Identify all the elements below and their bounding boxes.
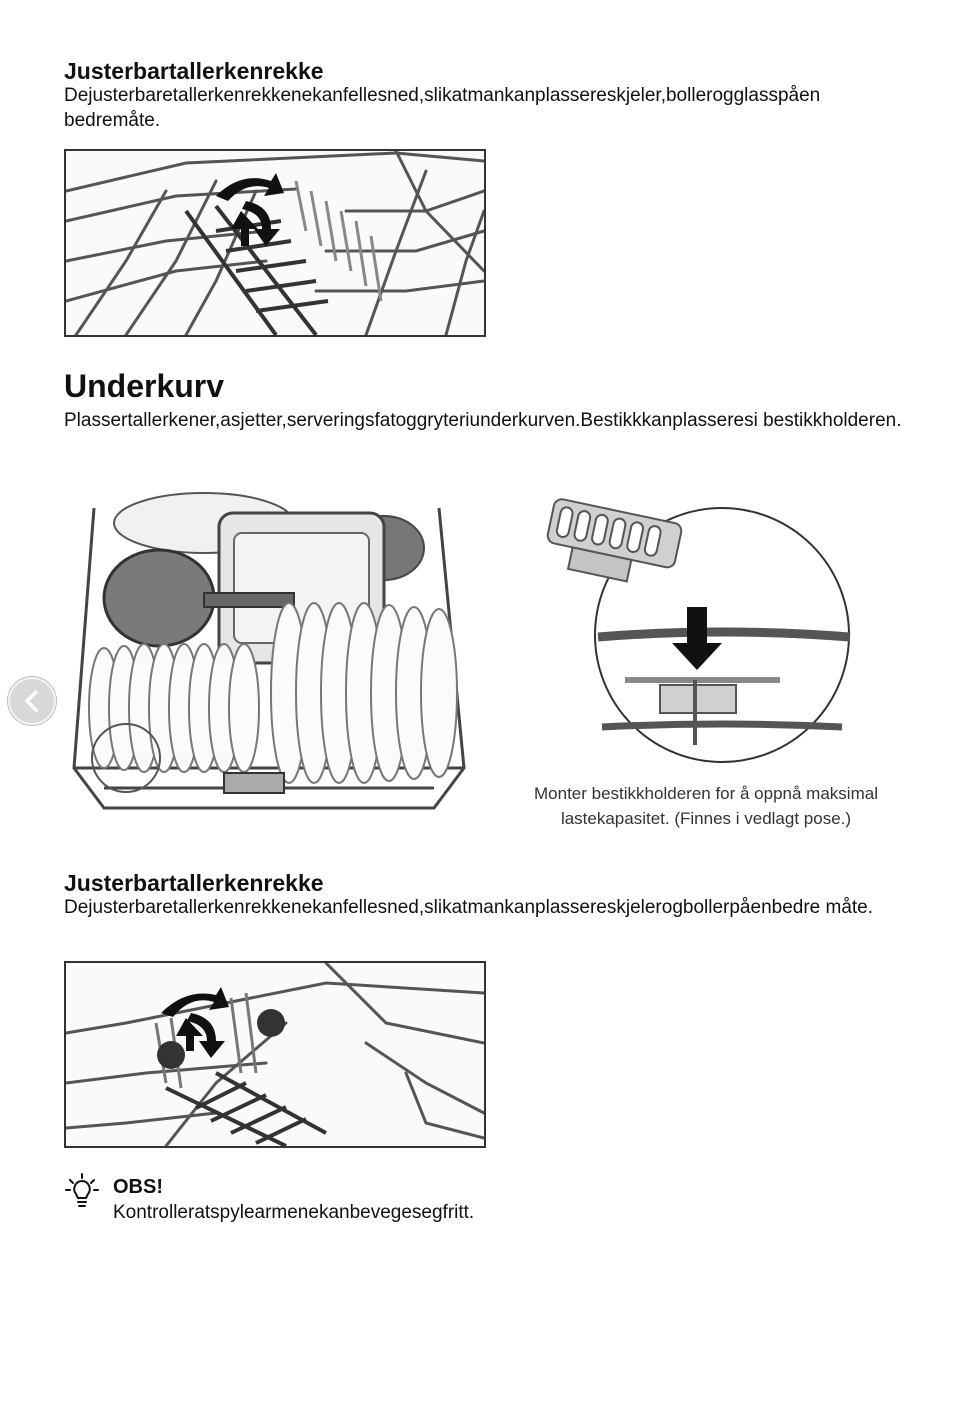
chevron-left-icon [22, 689, 42, 713]
figure-cutlery-holder-mount [540, 495, 860, 775]
note-text: Kontrolleratspylearmenekanbevegesegfritt. [113, 1202, 475, 1223]
section-title-adjustable-rack-1: Justerbartallerkenrekke [64, 58, 324, 84]
rack-illustration-upper [66, 151, 484, 335]
caption-line-2: lastekapasitet. (Finnes i vedlagt pose.) [560, 809, 852, 828]
lower-basket-illustration [64, 488, 474, 823]
cutlery-holder-illustration [540, 495, 860, 775]
previous-page-button[interactable] [8, 677, 56, 725]
section-body-lower-basket: Plassertallerkener,asjetter,serveringsfatoggryteriunderkurven.Bestikkkanplasseresi bestikkholderen. [64, 410, 902, 431]
section-title-adjustable-rack-2: Justerbartallerkenrekke [64, 870, 324, 896]
figure-lower-rack-adjustable [64, 961, 486, 1148]
cutlery-holder-caption [506, 781, 906, 831]
figure-upper-rack-adjustable [64, 149, 486, 337]
caption-line-1: Monter bestikkholderen for å oppnå maksimal [534, 784, 878, 803]
section-body-adjustable-rack-2: Dejusterbaretallerkenrekkenekanfellesned,slikatmankanplassereskjelerogbollerpåenbedre måte. [64, 897, 874, 918]
lightbulb-icon [64, 1172, 104, 1212]
rack-illustration-lower [66, 963, 484, 1146]
note-title: OBS! [113, 1176, 163, 1198]
section-body-adjustable-rack-1: Dejusterbaretallerkenrekkenekanfellesned,slikatmankanplassereskjeler,bollerogglasspåen bedremåte. [64, 85, 821, 131]
section-title-lower-basket: Underkurv [64, 368, 225, 404]
figure-lower-basket [64, 488, 474, 823]
